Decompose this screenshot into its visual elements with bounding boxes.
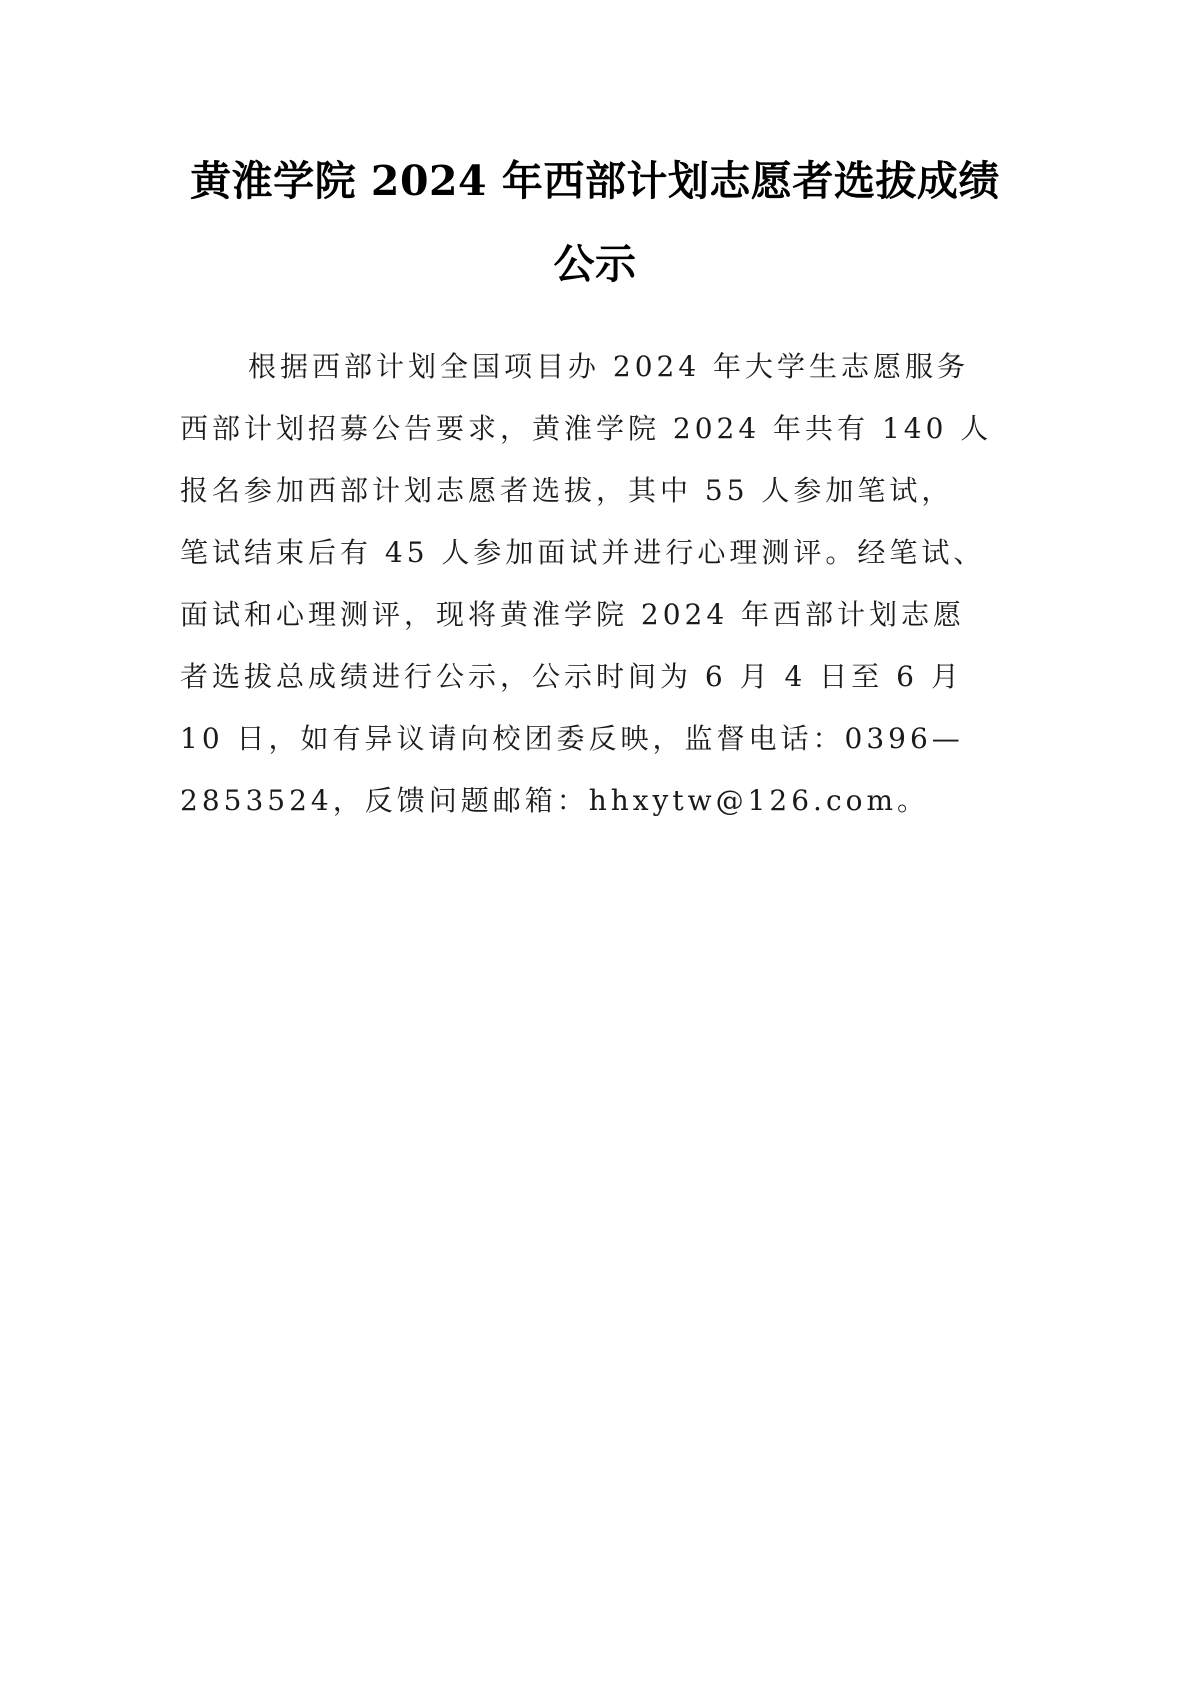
paragraph-line: 西部计划招募公告要求，黄淮学院 2024 年共有 140 人 [180, 412, 993, 445]
paragraph-line-email: 2853524，反馈问题邮箱：hhxytw@126.com。 [180, 784, 930, 817]
paragraph-line: 报名参加西部计划志愿者选拔，其中 55 人参加笔试， [180, 474, 954, 507]
paragraph-line: 笔试结束后有 45 人参加面试并进行心理测评。经笔试、 [180, 536, 986, 569]
title-line-1: 黄淮学院 2024 年西部计划志愿者选拔成绩 [190, 157, 1000, 205]
page-title [180, 140, 1010, 306]
paragraph-line: 面试和心理测评，现将黄淮学院 2024 年西部计划志愿 [180, 598, 966, 631]
title-line-2: 公示 [553, 240, 637, 288]
paragraph-line: 根据西部计划全国项目办 2024 年大学生志愿服务 [248, 350, 970, 383]
announcement-paragraph [180, 336, 1012, 832]
paragraph-line: 者选拔总成绩进行公示，公示时间为 6 月 4 日至 6 月 [180, 660, 963, 693]
paragraph-line: 10 日，如有异议请向校团委反映，监督电话：0396— [180, 722, 964, 755]
